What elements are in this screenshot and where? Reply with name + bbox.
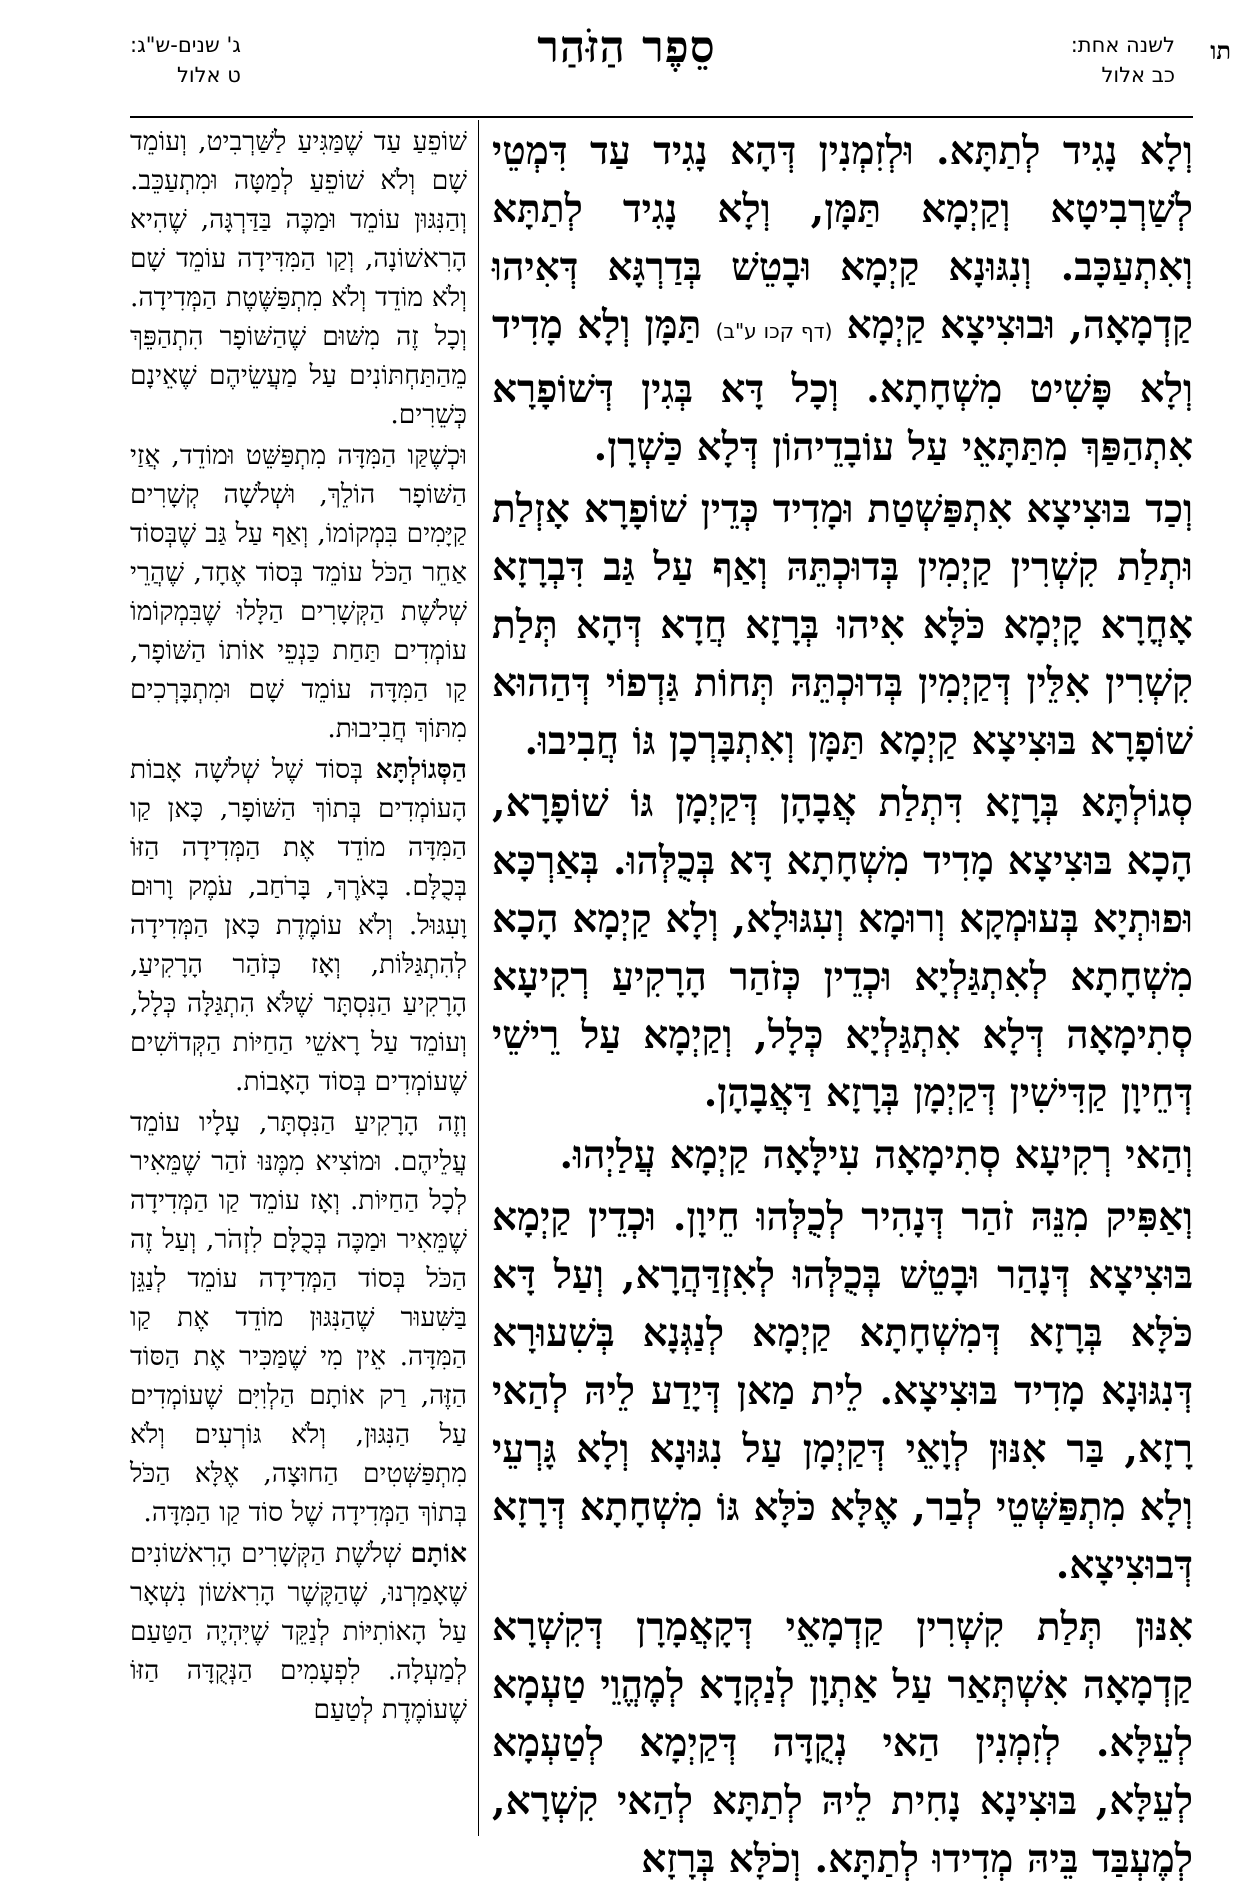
translation-paragraph xyxy=(130,750,467,1101)
study-schedule-three-years xyxy=(130,30,241,90)
main-paragraph-text: וְלָא נָגִיד לְתַתָּא. וּלְזִמְנִין דְּהָא נָגִיד עַד דִּמְטֵי לְשַׁרְבִיטָא וְקַיְמָא תַּמָּן, וְלָא נָגִיד לְתַתָּא וְאִתְעַכָּב. וְנִגּוּנָא קַיְמָא וּבָטֵשׁ בְּדַרְגָּא דְּאִיהוּ קַדְמָאָה, וּבוּצִיצָא קַיְמָא xyxy=(492,128,1193,348)
translation-text: בְּסוֹד שֶׁל שְׁלֹשָׁה אָבוֹת הָעוֹמְדִים בְּתוֹךְ הַשּׁוֹפָר, כָּאן קַו הַמִּדָּה מוֹדֵד אֶת הַמְּדִידָה הַזּוֹ בְּכֻלָּם. בָּאֹרֶךְ, בָּרֹחַב, עֹמֶק וָרוּם וָעִגּוּל. וְלֹא עוֹמֶדֶת כָּאן הַמְּדִידָה לְהִתְגַּלּוֹת, וְאָז כְּזֹהַר הָרָקִיעַ, הָרָקִיעַ הַנִּסְתָּר שֶׁלֹּא הִתְגַּלָּה כְּלָל, וְעוֹמֵד עַל רָאשֵׁי הַחַיּוֹת הַקְּדוֹשִׁים שֶׁעוֹמְדִים בְּסוֹד הָאָבוֹת. xyxy=(130,754,467,1097)
main-paragraph: סְגוֹלְתָּא בְּרָזָא דִּתְלַת אֲבָהָן דְּקַיְמָן גּוֹ שׁוֹפָרָא, הָכָא בּוּצִיצָא מָדִיד מִשְׁחָתָא דָּא בְּכֻלְּהוּ. בְּאַרְכָּא וּפוּתְיָא בְּעוּמְקָא וְרוּמָא וְעִגּוּלָא, וְלָא קַיְמָא הָכָא מִשְׁחָתָא לְאִתְגַּלְיָא וּכְדֵין כְּזֹהַר הָרָקִיעַ רְקִיעָא סְתִימָאָה דְּלָא אִתְגַּלְיָא כְּלָל, וְקַיְמָא עַל רֵישֵׁי דְּחֵיוָן קַדִּישִׁין דְּקַיְמָן בְּרָזָא דַּאֲבָהָן. xyxy=(492,780,1193,1116)
header-rule xyxy=(130,116,1193,118)
translation-paragraph: וּכְשֶׁקַּו הַמִּדָּה מִתְפַּשֵּׁט וּמוֹדֵד, אֲזַי הַשּׁוֹפָר הוֹלֵךְ, וּשְׁלֹשָׁה קְשָׁרִים קַיָּמִים בִּמְקוֹמוֹ, וְאַף עַל גַּב שֶׁבְּסוֹד אַחֵר הַכֹּל עוֹמֵד בְּסוֹד אֶחָד, שֶׁהֲרֵי שְׁלֹשֶׁת הַקְּשָׁרִים הַלָּלוּ שֶׁבִּמְקוֹמוֹ עוֹמְדִים תַּחַת כַּנְפֵי אוֹתוֹ הַשּׁוֹפָר, קַו הַמִּדָּה עוֹמֵד שָׁם וּמִתְבָּרְכִים מִתּוֹךְ חֲבִיבוּת. xyxy=(130,440,467,744)
paragraph-lead-word: אוֹתָם xyxy=(410,1538,467,1569)
hebrew-translation-column xyxy=(130,122,467,1836)
folio-reference: (דף קכו ע"ב) xyxy=(715,319,833,343)
translation-paragraph: וְזֶה הָרָקִיעַ הַנִּסְתָּר, עָלָיו עוֹמֵד עֲלֵיהֶם. וּמוֹצִיא מִמֶּנּוּ זֹהַר שֶׁמֵּאִיר לְכָל הַחַיּוֹת. וְאָז עוֹמֵד קַו הַמְּדִידָה שֶׁמֵּאִיר וּמַכֶּה בְּכֻלָּם לִזְהֹר, וְעַל זֶה הַכֹּל בְּסוֹד הַמְּדִידָה עוֹמֵד לְנַגֵּן בַּשִּׁעוּר שֶׁהַנִּגּוּן מוֹדֵד אֶת קַו הַמִּדָּה. אֵין מִי שֶׁמַּכִּיר אֶת הַסּוֹד הַזֶּה, רַק אוֹתָם הַלְוִיִּם שֶׁעוֹמְדִים עַל הַנִּגּוּן, וְלֹא גּוֹרְעִים וְלֹא מִתְפַּשְּׁטִים הַחוּצָה, אֶלָּא הַכֹּל בְּתוֹךְ הַמְּדִידָה שֶׁל סוֹד קַו הַמִּדָּה. xyxy=(130,1107,467,1528)
main-paragraph: וְאַפִּיק מִנֵּהּ זֹהַר דְּנָהִיר לְכֻלְּהוּ חֵיוָן. וּכְדֵין קַיְמָא בּוּצִיצָא דְּנָהַר וּבָטֵשׁ בְּכֻלְּהוּ לְאִזְדַּהֲרָא, וְעַל דָּא כֹּלָּא בְּרָזָא דְּמִשְׁחָתָא קַיְמָא לְנַגְּנָא בְּשִׁעוּרָא דְּנִגּוּנָא מָדִיד בּוּצִיצָא. לֵית מַאן דְּיָדַע לֵיהּ לְהַאי רָזָא, בַּר אִנּוּן לְוָאֵי דְּקַיְמָן עַל נִגּוּנָא וְלָא גָּרְעֵי וְלָא מִתְפַּשְּׁטֵי לְבַר, אֶלָּא כֹּלָּא גּוֹ מִשְׁחָתָא דְּרָזָא דְּבוּצִיצָא. xyxy=(492,1194,1193,1588)
translation-paragraph: שׁוֹפֵעַ עַד שֶׁמַּגִּיעַ לַשַּׁרְבִיט, וְעוֹמֵד שָׁם וְלֹא שׁוֹפֵעַ לְמַטָּה וּמִתְעַכֵּב. וְהַנִּגּוּן עוֹמֵד וּמַכֶּה בַּדַּרְגָּה, שֶׁהִיא הָרִאשׁוֹנָה, וְקַו הַמִּדִּידָה עוֹמֵד שָׁם וְלֹא מוֹדֵד וְלֹא מִתְפַּשֶּׁטֶת הַמְּדִידָה. וְכָל זֶה מִשּׁוּם שֶׁהַשּׁוֹפָר הִתְהַפֵּךְ מֵהַתַּחְתּוֹנִים עַל מַעֲשֵׂיהֶם שֶׁאֵינָם כְּשֵׁרִים. xyxy=(130,126,467,430)
schedule-one-year-date: כב אלול xyxy=(1101,63,1175,87)
paragraph-lead-word: הַסְּגוֹלְתָּא xyxy=(375,754,467,785)
translation-text: שְׁלֹשֶׁת הַקְּשָׁרִים הָרִאשׁוֹנִים שֶׁאָמַרְנוּ, שֶׁהַקֶּשֶׁר הָרִאשׁוֹן נִשְׁאָר עַל הָאוֹתִיּוֹת לְנַקֵּד שֶׁיִּהְיֶה הַטַּעַם לְמַעְלָה. לִפְעָמִים הַנְּקֻדָּה הַזּוֹ שֶׁעוֹמֶדֶת לְטַעַם xyxy=(130,1538,467,1725)
schedule-one-year-label: לשנה אחת: xyxy=(1070,33,1175,57)
schedule-three-years-date: ט אלול xyxy=(176,63,241,87)
page-number: תו xyxy=(1210,36,1231,65)
main-paragraph: וְכַד בּוּצִיצָא אִתְפַּשְׁטַת וּמָדִיד כְּדֵין שׁוֹפָרָא אָזְלַת וּתְלַת קִשְׁרִין קַיְמִין בְּדוּכְתֵּהּ וְאַף עַל גַּב דִּבְרָזָא אָחֳרָא קָיְמָא כֹּלָּא אִיהוּ בְּרָזָא חֲדָא דְּהָא תְּלַת קִשְׁרִין אִלֵּין דְּקַיְמִין בְּדוּכְתֵּהּ תְּחוֹת גַּדְפוֹי דְּהַהוּא שׁוֹפָרָא בּוּצִיצָא קַיְמָא תַּמָּן וְאִתְבָּרְכָן גּוֹ חֲבִיבוּ. xyxy=(492,486,1193,764)
book-title: סֵפֶר הַזֹּהַר xyxy=(537,22,716,73)
schedule-three-years-label: ג' שנים-ש"ג: xyxy=(130,33,241,57)
zohar-main-text xyxy=(492,122,1193,1882)
column-divider xyxy=(478,120,479,1836)
main-paragraph xyxy=(492,122,1193,476)
main-paragraph: אִנּוּן תְּלַת קִשְׁרִין קַדְמָאֵי דְּקָאֲמָרָן דְּקִשְׁרָא קַדְמָאָה אִשְׁתְּאַר עַל אַתְוָן לְנַקְדָא לְמֶהֱוֵי טַעְמָא לְעֵלָּא. לְזִמְנִין הַאי נְקֻדָּה דְּקַיְמָא לְטַעְמָא לְעֵלָּא, בּוּצִינָא נָחִית לֵיהּ לְתַתָּא לְהַאי קִשְׁרָא, לְמֶעְבַּד בֵּיהּ מְדִידוּ לְתַתָּא. וְכֹלָּא בְּרָזָא xyxy=(492,1604,1193,1882)
main-paragraph-text: תַּמָּן וְלָא מָדִיד וְלָא פָּשִׁיט מִשְׁחָתָא. וְכָל דָּא בְּגִין דְּשׁוֹפָרָא אִתְהַפַּךְ מִתַּתָּאֵי עַל עוֹבָדֵיהוֹן דְּלָא כַּשְׁרָן. xyxy=(492,302,1193,470)
main-paragraph: וְהַאי רְקִיעָא סְתִימָאָה עִילָּאָה קַיְמָא עֲלַיְהוּ. xyxy=(559,1132,1193,1178)
translation-paragraph xyxy=(130,1534,467,1729)
